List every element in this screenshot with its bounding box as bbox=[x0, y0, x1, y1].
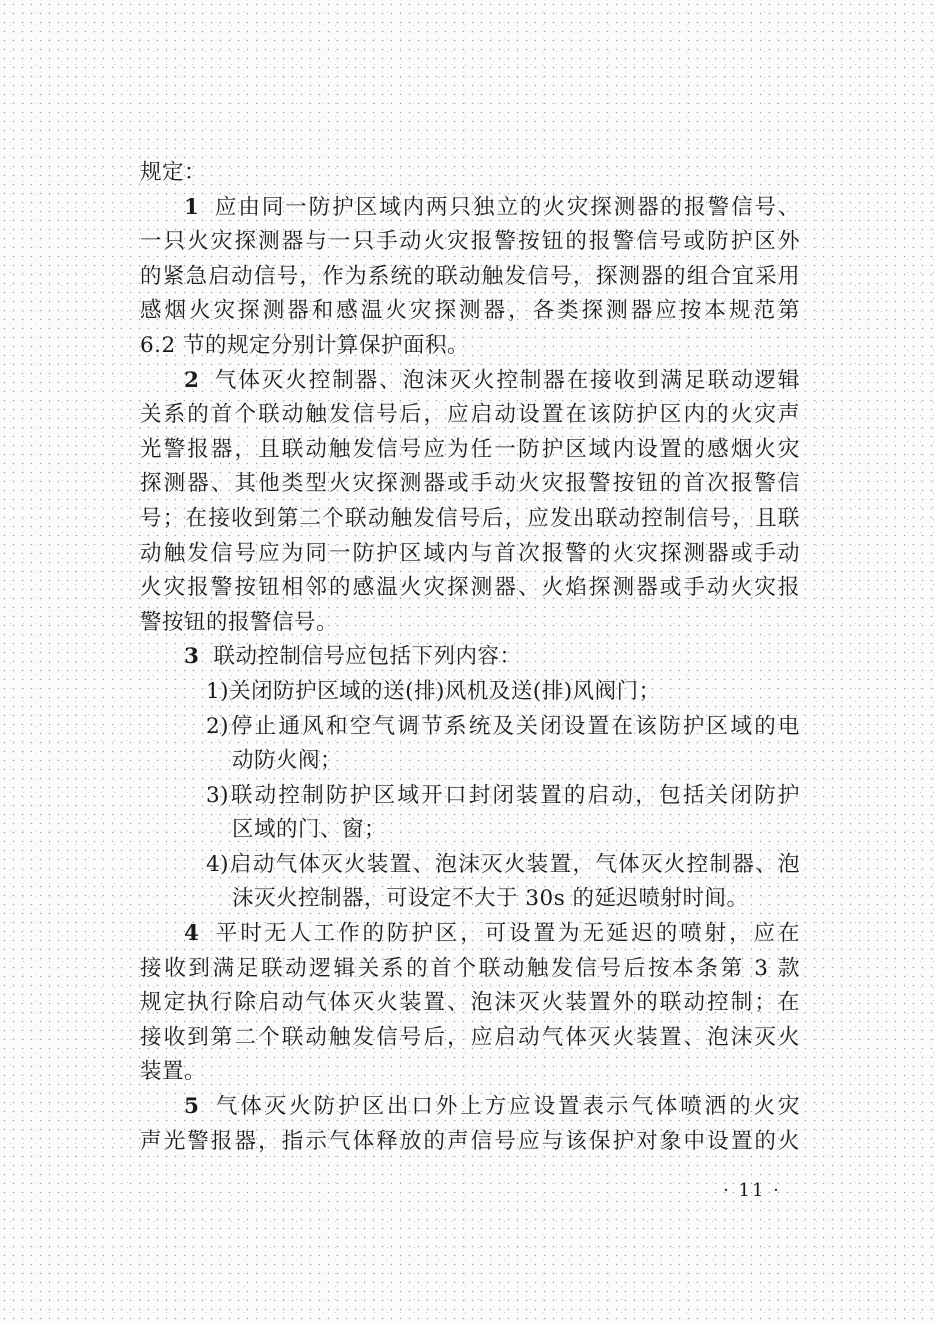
text-line bbox=[140, 606, 800, 641]
text-line-content: 规定： bbox=[140, 160, 207, 185]
text-line bbox=[140, 1125, 800, 1160]
item-number: 1 bbox=[184, 194, 200, 220]
text-line bbox=[140, 225, 800, 260]
text-line-content: 4)启动气体灭火装置、泡沫灭火装置，气体灭火控制器、泡 bbox=[206, 851, 800, 877]
item-number: 3 bbox=[184, 644, 200, 670]
text-line bbox=[140, 433, 800, 468]
text-line bbox=[140, 537, 800, 572]
text-line-content: 号；在接收到第二个联动触发信号后，应发出联动控制信号，且联 bbox=[140, 505, 800, 531]
text-line-content: 气体灭火防护区出口外上方应设置表示气体喷洒的火灾 bbox=[213, 1094, 800, 1120]
text-line bbox=[140, 364, 800, 399]
text-line-content: 接收到满足联动逻辑关系的首个联动触发信号后按本条第 3 款 bbox=[140, 955, 800, 981]
text-line bbox=[140, 260, 800, 295]
text-line-content: 2)停止通风和空气调节系统及关闭设置在该防护区域的电 bbox=[206, 713, 800, 739]
sub-item bbox=[140, 848, 800, 883]
text-line bbox=[140, 952, 800, 987]
text-line-content: 一只火灾探测器与一只手动火灾报警按钮的报警信号或防护区外 bbox=[140, 229, 800, 255]
text-line-content: 1)关闭防护区域的送(排)风机及送(排)风阀门； bbox=[206, 678, 661, 704]
text-line bbox=[140, 917, 800, 952]
text-line bbox=[140, 640, 800, 675]
text-line-content: 3)联动控制防护区域开口封闭装置的启动，包括关闭防护 bbox=[206, 782, 800, 808]
text-line-content: 沫灭火控制器，可设定不大于 30s 的延迟喷射时间。 bbox=[232, 886, 749, 912]
text-line bbox=[140, 329, 800, 364]
text-line-content: 平时无人工作的防护区，可设置为无延迟的喷射，应在 bbox=[213, 921, 800, 947]
item-number: 5 bbox=[184, 1094, 200, 1120]
text-line-content: 气体灭火控制器、泡沫灭火控制器在接收到满足联动逻辑 bbox=[213, 367, 800, 393]
text-line-content: 6.2 节的规定分别计算保护面积。 bbox=[140, 332, 470, 358]
text-line bbox=[140, 191, 800, 226]
text-line-content: 火灾报警按钮相邻的感温火灾探测器、火焰探测器或手动火灾报 bbox=[140, 575, 800, 601]
text-line-content: 接收到第二个联动触发信号后，应启动气体灭火装置、泡沫灭火 bbox=[140, 1024, 800, 1050]
text-line-content: 探测器、其他类型火灾探测器或手动火灾报警按钮的首次报警信 bbox=[140, 471, 800, 497]
item-number: 4 bbox=[184, 921, 200, 947]
text-line-content: 装置。 bbox=[140, 1059, 207, 1085]
text-line-content: 动防火阀； bbox=[232, 748, 343, 774]
text-line-content: 警按钮的报警信号。 bbox=[140, 609, 339, 635]
text-line bbox=[140, 571, 800, 606]
sub-item-continuation bbox=[140, 813, 800, 848]
sub-item bbox=[140, 675, 800, 710]
sub-item-continuation bbox=[140, 882, 800, 917]
text-line bbox=[140, 986, 800, 1021]
text-line bbox=[140, 1021, 800, 1056]
sub-item bbox=[140, 779, 800, 814]
page-number: · 11 · bbox=[723, 1180, 781, 1201]
text-line-content: 动触发信号应为同一防护区域内与首次报警的火灾探测器或手动 bbox=[140, 540, 800, 566]
item-number: 2 bbox=[184, 367, 200, 393]
text-line bbox=[140, 467, 800, 502]
text-line-content: 的紧急启动信号，作为系统的联动触发信号，探测器的组合宜采用 bbox=[140, 263, 800, 289]
text-line bbox=[140, 294, 800, 329]
text-line-content: 规定执行除启动气体灭火装置、泡沫灭火装置外的联动控制；在 bbox=[140, 990, 800, 1016]
text-line-content: 感烟火灾探测器和感温火灾探测器，各类探测器应按本规范第 bbox=[140, 298, 800, 324]
sub-item-continuation bbox=[140, 744, 800, 779]
text-line bbox=[140, 502, 800, 537]
text-line-content: 联动控制信号应包括下列内容： bbox=[213, 644, 522, 670]
text-line-content: 区域的门、窗； bbox=[232, 817, 387, 843]
text-line-content: 关系的首个联动触发信号后，应启动设置在该防护区内的火灾声 bbox=[140, 402, 800, 428]
text-line bbox=[140, 1055, 800, 1090]
text-line-content: 光警报器，且联动触发信号应为任一防护区域内设置的感烟火灾 bbox=[140, 436, 800, 462]
sub-item bbox=[140, 710, 800, 745]
text-line bbox=[140, 156, 800, 191]
document-body bbox=[140, 156, 800, 1159]
text-line bbox=[140, 398, 800, 433]
text-line bbox=[140, 1090, 800, 1125]
text-line-content: 应由同一防护区域内两只独立的火灾探测器的报警信号、 bbox=[213, 194, 800, 220]
text-line-content: 声光警报器，指示气体释放的声信号应与该保护对象中设置的火 bbox=[140, 1128, 800, 1154]
